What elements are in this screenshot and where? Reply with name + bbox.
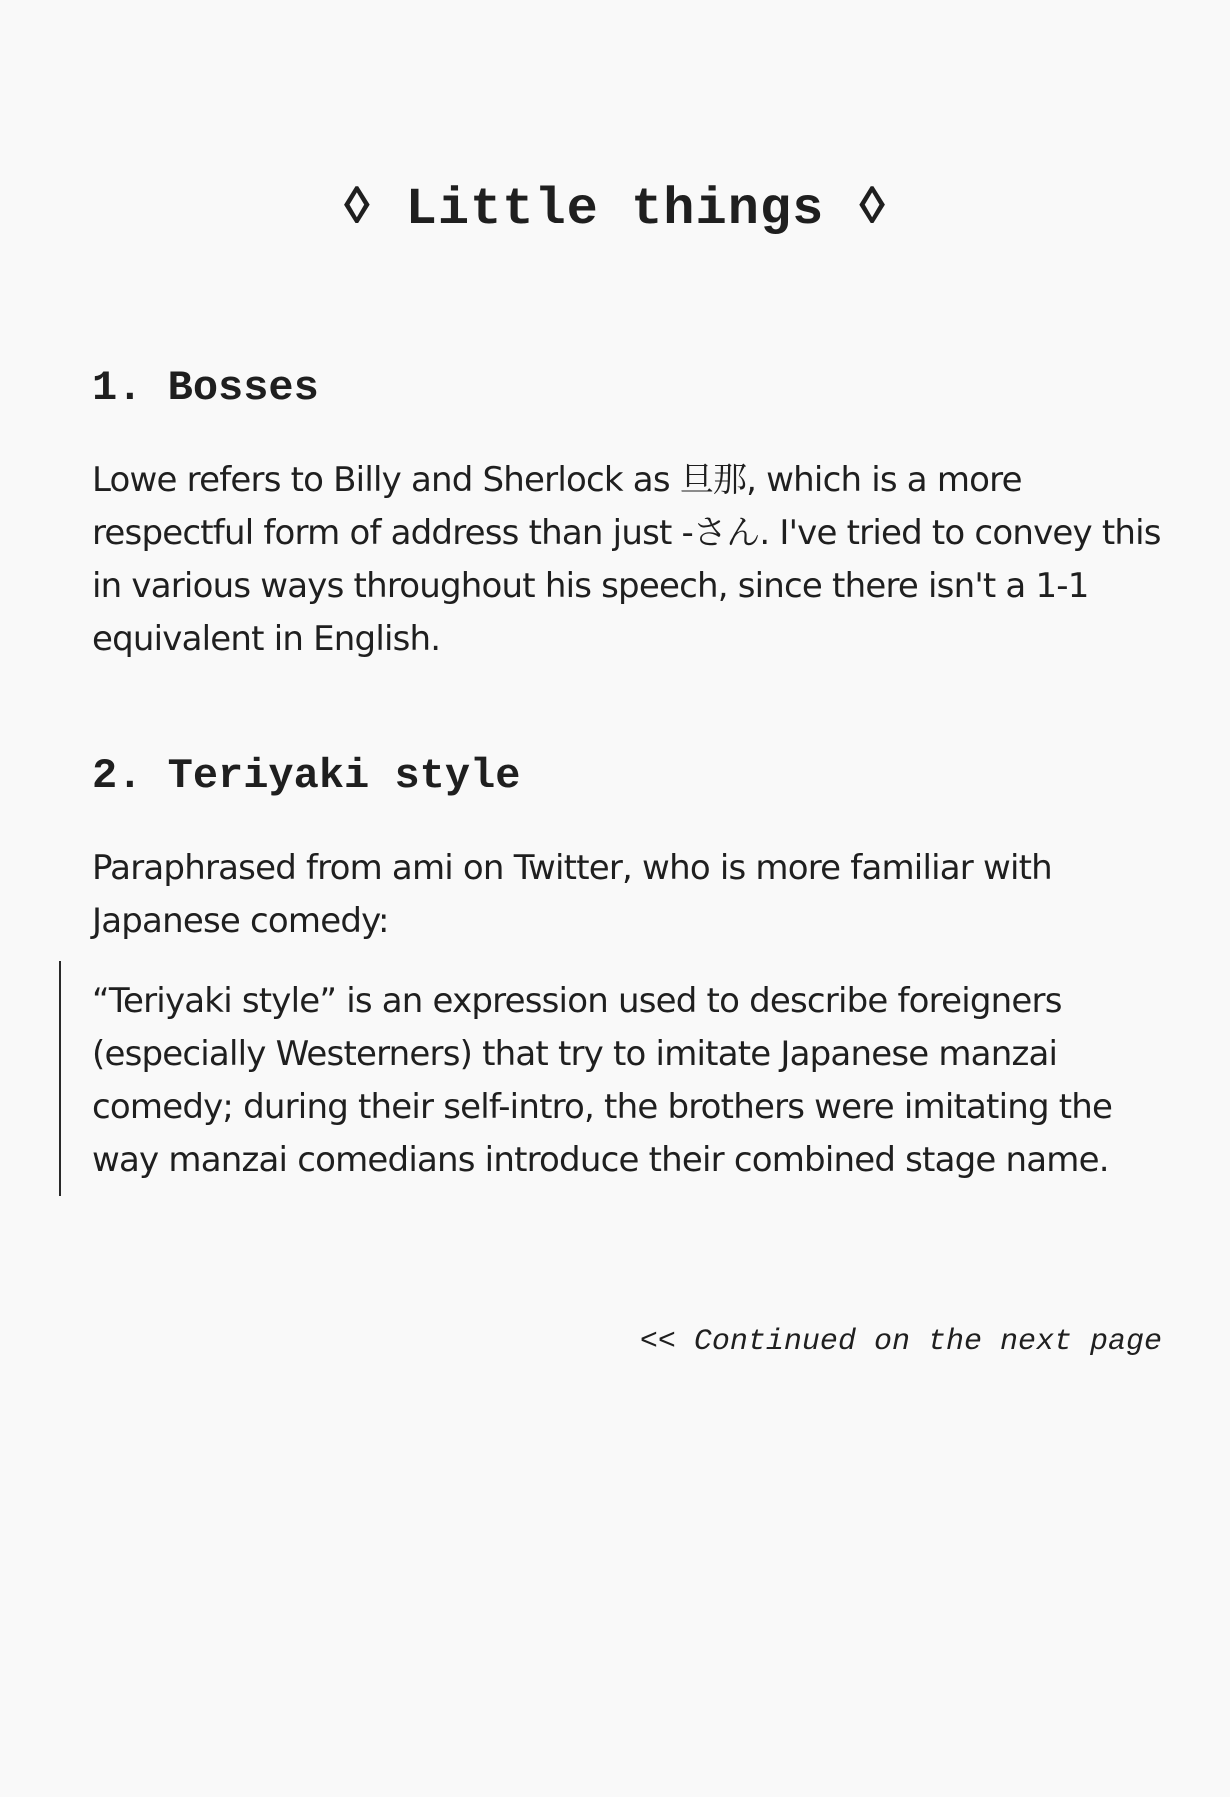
- page-title: ◊ Little things ◊: [341, 180, 889, 239]
- section-body-teriyaki-style: Paraphrased from ami on Twitter, who is more familiar with Japanese comedy:: [92, 848, 1052, 941]
- continued-note: << Continued on the next page: [639, 1325, 1162, 1359]
- section-heading-teriyaki-style: 2. Teriyaki style: [92, 752, 521, 800]
- section-heading-bosses: 1. Bosses: [92, 364, 319, 412]
- blockquote-bar: [59, 961, 61, 1196]
- section-body-bosses: Lowe refers to Billy and Sherlock as 旦那, which is a more respectful form of address than just -さん. I've tried to convey this in various ways throughout his speech, since there isn't a 1-1 equivalent in English.: [92, 460, 1161, 659]
- blockquote-teriyaki-style: “Teriyaki style” is an expression used to describe foreigners (especially Westerners) that try to imitate Japanese manzai comedy; during their self-intro, the brothers were imitating the way manzai comedians introduce their combined stage name.: [92, 981, 1113, 1180]
